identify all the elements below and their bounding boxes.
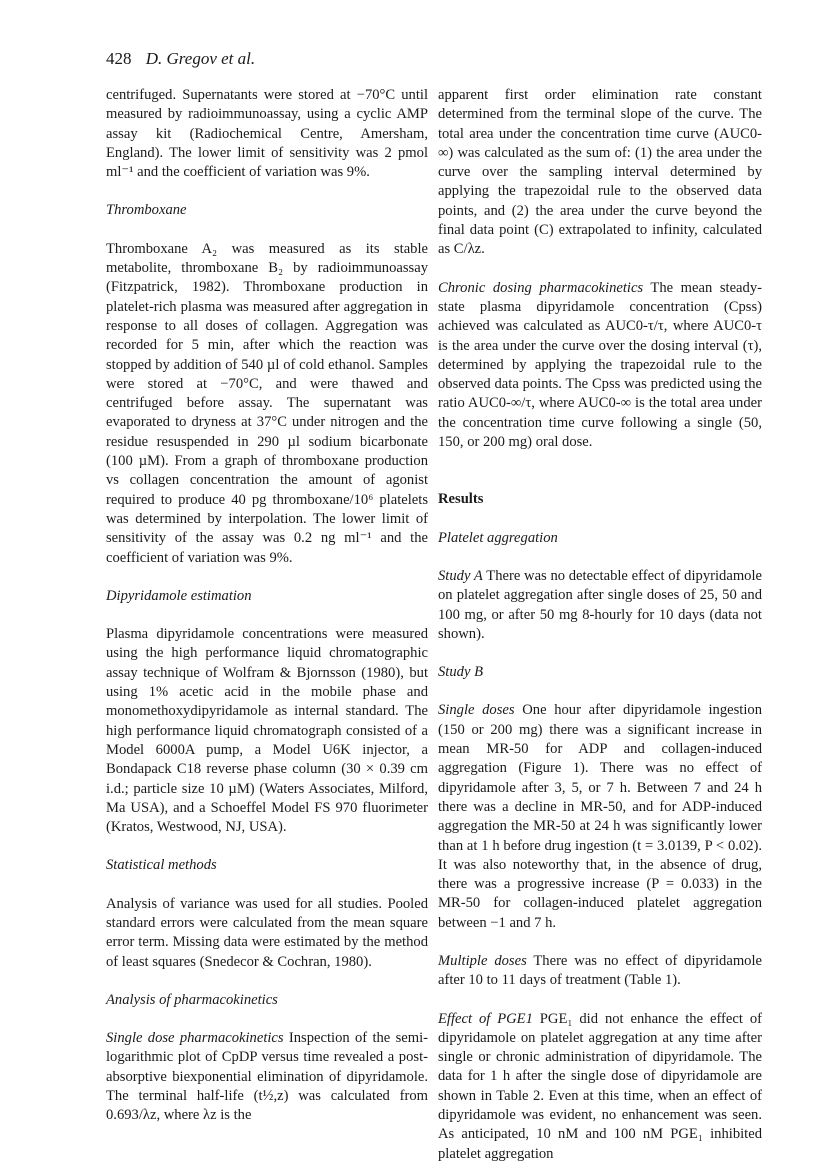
lead-multiple-doses: Multiple doses — [438, 952, 527, 969]
paragraph-single-dose-pk — [106, 1029, 428, 1125]
text-effect-pge1: PGE₁ did not enhance the effect of dipyridamole on platelet aggregation at any time after single or chronic administration of dipyridamole. The data for 1 h after the single dose of dipyridamole are shown in Table 2. Even at this time, when an effect of dipyridamole was evident, no enhancement was seen. As anticipated, 10 nM and 100 nM PGE₁ inhibited platelet aggregation — [438, 1010, 762, 1162]
heading-study-b: Study B — [438, 664, 483, 681]
paragraph-statistical-methods: Analysis of variance was used for all studies. Pooled standard errors were calculated from the mean square error term. Missing data were estimated by the method of least squares (Snedecor & Cochran, 1980). — [106, 895, 428, 970]
heading-thromboxane: Thromboxane — [106, 202, 187, 219]
right-column — [438, 86, 762, 1164]
lead-chronic-dosing: Chronic dosing pharmacokinetics — [438, 279, 644, 296]
running-author: D. Gregov et al. — [145, 49, 256, 68]
left-column — [106, 86, 428, 1126]
paragraph-multiple-doses — [438, 952, 762, 991]
running-header — [106, 48, 255, 70]
paragraph-chronic-dosing-pk — [438, 279, 762, 453]
heading-dipyridamole-estimation: Dipyridamole estimation — [106, 587, 252, 604]
lead-single-dose-pk: Single dose pharmacokinetics — [106, 1030, 284, 1047]
heading-results: Results — [438, 491, 484, 508]
heading-platelet-aggregation: Platelet aggregation — [438, 529, 558, 546]
text-study-a: There was no detectable effect of dipyridamole on platelet aggregation after single doses of 25, 50 and 100 mg, or after 50 mg 8-hourly for 10 days (data not shown). — [438, 567, 762, 642]
lead-effect-pge1: Effect of PGE1 — [438, 1010, 533, 1027]
heading-pharmacokinetics: Analysis of pharmacokinetics — [106, 991, 278, 1008]
text-multiple-doses: There was no effect of dipyridamole after 10 to 11 days of treatment (Table 1). — [438, 952, 763, 989]
paragraph-thromboxane: Thromboxane A₂ was measured as its stable metabolite, thromboxane B₂ by radioimmunoassay (Fitzpatrick, 1982). Thromboxane production in platelet-rich plasma was measured after aggregation in response to all doses of collagen. Aggregation was recorded for 5 min, after which the reaction was stopped by addition of 540 µl of cold ethanol. Samples were stored at −70°C, and were thawed and centrifuged before assay. The supernatant was evaporated to dryness at 37°C under nitrogen and the residue resuspended in 290 µl sodium bicarbonate (100 µM). From a graph of thromboxane production vs collagen concentration the amount of agonist required to produce 40 pg thromboxane/10⁶ platelets was determined by interpolation. The lower limit of sensitivity of the assay was 0.2 ng ml⁻¹ and the coefficient of variation was 9%. — [106, 240, 428, 566]
paragraph-elimination-rate: apparent first order elimination rate constant determined from the terminal slope of the curve. The total area under the concentration time curve (AUC0-∞) was calculated as the sum of: (1) the area under the curve over the sampling interval determined by applying the trapezoidal rule to the observed data points, and (2) the area under the curve beyond the final data point (C) extrapolated to infinity, calculated as C/λz. — [438, 87, 762, 258]
paragraph-single-doses — [438, 701, 762, 933]
lead-single-doses: Single doses — [438, 702, 515, 719]
text-single-doses: One hour after dipyridamole ingestion (150 or 200 mg) there was a significant increase in mean MR-50 for ADP and collagen-induced aggregation (Figure 1). There was no effect of dipyridamole after 3, 5, or 7 h. Between 7 and 24 h there was a decline in MR-50, and for ADP-induced aggregation the MR-50 at 24 h was significantly lower than at 1 h before drug ingestion (t = 3.0139, P < 0.02). It was also noteworthy that, in the absence of drug, there was a progressive increase (P = 0.033) in the MR-50 for collagen-induced platelet aggregation between −1 and 7 h. — [438, 702, 763, 931]
page-number: 428 — [106, 49, 132, 68]
paragraph-effect-pge1 — [438, 1010, 762, 1164]
paragraph-study-a — [438, 567, 762, 644]
text-chronic-dosing: The mean steady-state plasma dipyridamole concentration (Cpss) achieved was calculated as AUC0-τ/τ, where AUC0-τ is the area under the curve over the dosing interval (τ), determined by applying the trapezoidal rule to the observed data points. The Cpss was predicted using the ratio AUC0-∞/τ, where AUC0-∞ is the total area under the concentration time curve following a single (50, 150, or 200 mg) oral dose. — [438, 279, 762, 451]
paragraph-dipyridamole-estimation: Plasma dipyridamole concentrations were measured using the high performance liquid chromatographic assay technique of Wolfram & Bjornsson (1980), but using 1% acetic acid in the mobile phase and monomethoxydipyridamole as internal standard. The high performance liquid chromatograph consisted of a Model 6000A pump, a Model U6K injector, a Bondapack C18 reverse phase column (30 × 0.39 cm i.d.; particle size 10 µM) (Waters Associates, Milford, Ma USA), and a Schoeffel Model FS 970 fluorimeter (Kratos, Westwood, NJ, USA). — [106, 626, 428, 836]
lead-study-a: Study A — [438, 567, 483, 584]
heading-statistical-methods: Statistical methods — [106, 857, 217, 874]
paragraph-cyclic-amp: centrifuged. Supernatants were stored at −70°C until measured by radioimmunoassay, using a cyclic AMP assay kit (Radiochemical Centre, Amersham, England). The lower limit of sensitivity was 2 pmol ml⁻¹ and the coefficient of variation was 9%. — [106, 87, 428, 181]
text-single-dose-pk: Inspection of the semi-logarithmic plot of CpDP versus time revealed a post-absorptive biexponential elimination of dipyridamole. The terminal half-life (t½,z) was calculated from 0.693/λz, where λz is the — [106, 1030, 429, 1124]
